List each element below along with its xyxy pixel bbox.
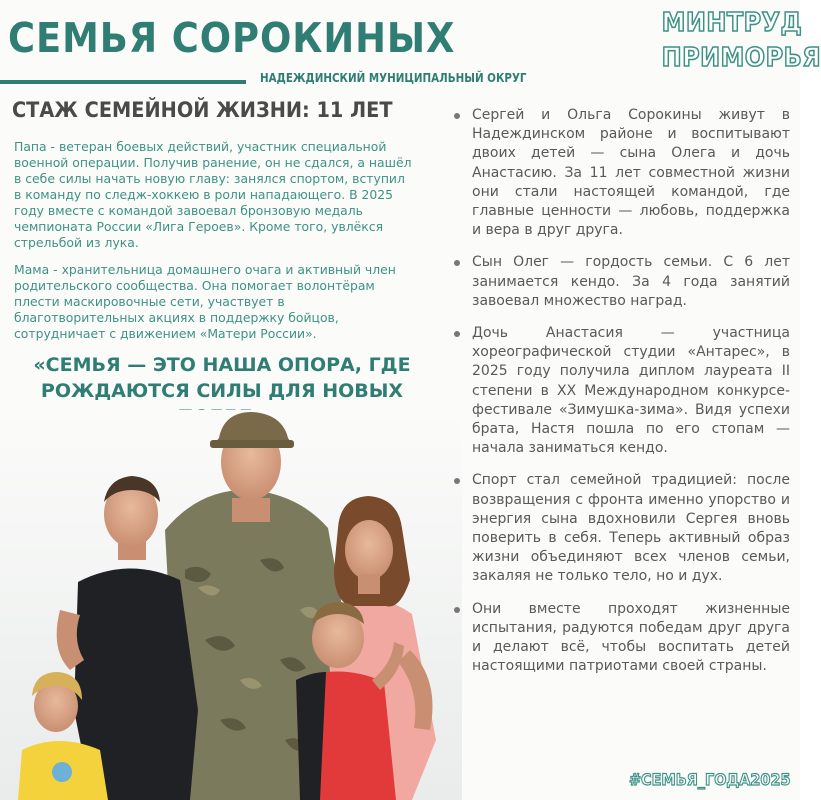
family-quote: «СЕМЬЯ — ЭТО НАША ОПОРА, ГДЕ РОЖДАЮТСЯ СИЛЫ ДЛЯ НОВЫХ bbox=[33, 354, 411, 402]
fact-text: Сын Олег — гордость семьи. С 6 лет занимается кендо. За 4 года занятий завоевал множество наград. bbox=[472, 254, 790, 309]
title-underline bbox=[0, 80, 246, 84]
hashtag: #СЕМЬЯ_ГОДА2025 bbox=[628, 770, 790, 789]
fact-text: Сергей и Ольга Сорокины живут в Надеждинском районе и воспитывают двоих детей — сына Олега и дочь Анастасию. За 11 лет совместной жизни они стали настоящей командой, где главные ценности — любовь, поддержка и вера в друг друга. bbox=[472, 107, 790, 239]
list-item bbox=[452, 106, 790, 240]
page-title: СЕМЬЯ СОРОКИНЫХ bbox=[8, 14, 456, 62]
brand-logo bbox=[661, 6, 821, 76]
dad-bio: Папа - ветеран боевых действий, участник специальной военной операции. Получив ранение, он не сдался, а нашёл в себе силы начать новую главу: занялся спортом, вступил в команду по следж-хоккею в роли нападающего. В 2025 году вместе с командой завоевал бронзовую медаль чемпионата России «Лига Героев». Кроме того, увлёкся стрельбой из лука. bbox=[14, 139, 412, 250]
bullet-icon bbox=[454, 478, 460, 484]
bullet-icon bbox=[454, 331, 460, 337]
list-item bbox=[452, 253, 790, 311]
bullet-icon bbox=[454, 260, 460, 266]
fact-text: Дочь Анастасия — участница хореографической студии «Антарес», в 2025 году получила диплом лауреата II степени в XX Международном конкурсе-фестивале «Зимушка-зима». Видя успехи брата, Настя пошла по его стопам — начала заниматься кендо. bbox=[472, 325, 790, 457]
brand-line-1: МИНТРУД bbox=[661, 8, 803, 38]
fact-text: Спорт стал семейной традицией: после возвращения с фронта именно упорство и энергия сына вдохновили Сергея вновь поверить в себя. Теперь активный образ жизни объединяют всех членов семьи, закаляя не только тело, но и дух. bbox=[472, 472, 790, 585]
fact-text: Они вместе проходят жизненные испытания, радуются победам друг друга и делают всё, чтобы воспитать детей настоящими патриотами своей страны. bbox=[472, 600, 790, 675]
list-item bbox=[452, 600, 790, 677]
list-item bbox=[452, 471, 790, 586]
mom-bio: Мама - хранительница домашнего очага и активный член родительского сообщества. Она помогает волонтёрам плести маскировочные сети, участвует в благотворительных акциях в поддержку бойцов, сотрудничает с движением «Матери России». bbox=[14, 262, 396, 341]
family-photo bbox=[0, 410, 462, 800]
list-item bbox=[452, 324, 790, 458]
facts-list bbox=[452, 106, 790, 689]
experience-heading: СТАЖ СЕМЕЙНОЙ ЖИЗНИ: 11 ЛЕТ bbox=[12, 98, 393, 122]
bullet-icon bbox=[454, 607, 460, 613]
bullet-icon bbox=[454, 113, 460, 119]
district-subtitle: НАДЕЖДИНСКИЙ МУНИЦИПАЛЬНЫЙ ОКРУГ bbox=[260, 71, 527, 85]
brand-line-2: ПРИМОРЬЯ bbox=[661, 43, 821, 73]
